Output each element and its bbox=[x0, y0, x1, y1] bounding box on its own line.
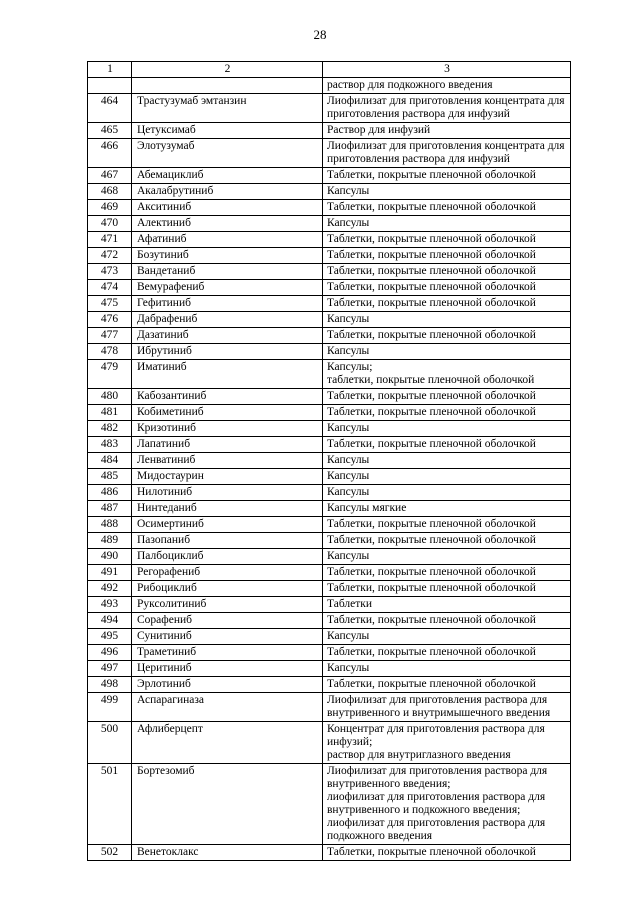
drug-name-cell: Дабрафениб bbox=[132, 312, 323, 328]
table-row bbox=[88, 248, 571, 264]
dosage-form-line: Таблетки, покрытые пленочной оболочкой bbox=[327, 614, 536, 626]
table-row bbox=[88, 677, 571, 693]
drug-name-cell: Трастузумаб эмтанзин bbox=[132, 94, 323, 123]
row-number-cell: 501 bbox=[88, 764, 132, 845]
row-number-cell: 490 bbox=[88, 549, 132, 565]
row-number-cell: 476 bbox=[88, 312, 132, 328]
continuation-form-cell: раствор для подкожного введения bbox=[323, 78, 571, 94]
table-row bbox=[88, 216, 571, 232]
drug-name-cell: Афатиниб bbox=[132, 232, 323, 248]
dosage-form-line: Таблетки, покрытые пленочной оболочкой bbox=[327, 566, 536, 578]
dosage-form-cell bbox=[323, 264, 571, 280]
drug-name-cell: Эрлотиниб bbox=[132, 677, 323, 693]
drug-name-cell: Акалабрутиниб bbox=[132, 184, 323, 200]
page-number: 28 bbox=[313, 27, 327, 42]
dosage-form-line: Концентрат для приготовления раствора для инфузий; bbox=[327, 723, 545, 748]
dosage-form-cell bbox=[323, 533, 571, 549]
row-number-cell: 477 bbox=[88, 328, 132, 344]
drug-table bbox=[87, 61, 571, 861]
table-row bbox=[88, 296, 571, 312]
row-number-cell: 488 bbox=[88, 517, 132, 533]
table-row bbox=[88, 581, 571, 597]
dosage-form-cell bbox=[323, 280, 571, 296]
dosage-form-line: Таблетки, покрытые пленочной оболочкой bbox=[327, 406, 536, 418]
column-header-number: 1 bbox=[88, 62, 132, 78]
row-number-cell: 481 bbox=[88, 405, 132, 421]
table-row bbox=[88, 344, 571, 360]
dosage-form-line: Таблетки, покрытые пленочной оболочкой bbox=[327, 249, 536, 261]
row-number-cell: 471 bbox=[88, 232, 132, 248]
dosage-form-line: Капсулы bbox=[327, 662, 370, 674]
row-number-cell: 494 bbox=[88, 613, 132, 629]
drug-name-cell: Рибоциклиб bbox=[132, 581, 323, 597]
table-row bbox=[88, 485, 571, 501]
drug-name-cell: Нилотиниб bbox=[132, 485, 323, 501]
row-number-cell: 469 bbox=[88, 200, 132, 216]
dosage-form-cell bbox=[323, 389, 571, 405]
dosage-form-cell bbox=[323, 216, 571, 232]
table-row bbox=[88, 232, 571, 248]
table-row bbox=[88, 139, 571, 168]
dosage-form-cell bbox=[323, 312, 571, 328]
row-number-cell: 475 bbox=[88, 296, 132, 312]
dosage-form-line: Капсулы bbox=[327, 422, 370, 434]
table-row bbox=[88, 549, 571, 565]
dosage-form-cell bbox=[323, 722, 571, 764]
dosage-form-cell bbox=[323, 581, 571, 597]
table-row bbox=[88, 661, 571, 677]
drug-name-cell: Мидостаурин bbox=[132, 469, 323, 485]
dosage-form-cell bbox=[323, 437, 571, 453]
dosage-form-line: Таблетки, покрытые пленочной оболочкой bbox=[327, 438, 536, 450]
dosage-form-cell bbox=[323, 248, 571, 264]
drug-name-cell: Осимертиниб bbox=[132, 517, 323, 533]
column-header-name: 2 bbox=[132, 62, 323, 78]
drug-name-cell: Иматиниб bbox=[132, 360, 323, 389]
dosage-form-line: лиофилизат для приготовления раствора для подкожного введения bbox=[327, 817, 546, 842]
dosage-form-line: Капсулы bbox=[327, 185, 370, 197]
drug-name-cell: Руксолитиниб bbox=[132, 597, 323, 613]
continuation-number-cell bbox=[88, 78, 132, 94]
dosage-form-line: лиофилизат для приготовления раствора для внутривенного и подкожного введения; bbox=[327, 791, 546, 816]
drug-name-cell: Дазатиниб bbox=[132, 328, 323, 344]
row-number-cell: 468 bbox=[88, 184, 132, 200]
row-number-cell: 467 bbox=[88, 168, 132, 184]
dosage-form-line: Таблетки, покрытые пленочной оболочкой bbox=[327, 201, 536, 213]
dosage-form-line: Таблетки, покрытые пленочной оболочкой bbox=[327, 534, 536, 546]
dosage-form-cell bbox=[323, 517, 571, 533]
drug-name-cell: Пазопаниб bbox=[132, 533, 323, 549]
drug-name-cell: Акситиниб bbox=[132, 200, 323, 216]
drug-name-cell: Аспарагиназа bbox=[132, 693, 323, 722]
drug-name-cell: Бозутиниб bbox=[132, 248, 323, 264]
dosage-form-line: Лиофилизат для приготовления раствора для внутривенного и внутримышечного введения bbox=[327, 694, 551, 719]
dosage-form-line: Лиофилизат для приготовления раствора для внутривенного введения; bbox=[327, 765, 548, 790]
drug-name-cell: Венетоклакс bbox=[132, 845, 323, 861]
dosage-form-cell bbox=[323, 421, 571, 437]
dosage-form-cell bbox=[323, 328, 571, 344]
drug-name-cell: Гефитиниб bbox=[132, 296, 323, 312]
dosage-form-line: Таблетки, покрытые пленочной оболочкой bbox=[327, 518, 536, 530]
dosage-form-line: таблетки, покрытые пленочной оболочкой bbox=[327, 374, 535, 386]
dosage-form-cell bbox=[323, 693, 571, 722]
header-row bbox=[88, 62, 571, 78]
dosage-form-line: Таблетки, покрытые пленочной оболочкой bbox=[327, 678, 536, 690]
column-header-form: 3 bbox=[323, 62, 571, 78]
row-number-cell: 499 bbox=[88, 693, 132, 722]
table-row bbox=[88, 469, 571, 485]
table-row bbox=[88, 501, 571, 517]
row-number-cell: 502 bbox=[88, 845, 132, 861]
row-number-cell: 496 bbox=[88, 645, 132, 661]
row-number-cell: 489 bbox=[88, 533, 132, 549]
table-row bbox=[88, 168, 571, 184]
dosage-form-cell bbox=[323, 184, 571, 200]
dosage-form-cell bbox=[323, 232, 571, 248]
drug-name-cell: Сорафениб bbox=[132, 613, 323, 629]
table-row bbox=[88, 421, 571, 437]
drug-name-cell: Кризотиниб bbox=[132, 421, 323, 437]
table-row bbox=[88, 123, 571, 139]
dosage-form-line: Капсулы; bbox=[327, 361, 373, 373]
dosage-form-cell bbox=[323, 469, 571, 485]
row-number-cell: 492 bbox=[88, 581, 132, 597]
table-row bbox=[88, 533, 571, 549]
dosage-form-cell bbox=[323, 597, 571, 613]
drug-name-cell: Афлиберцепт bbox=[132, 722, 323, 764]
drug-name-cell: Кобиметиниб bbox=[132, 405, 323, 421]
row-number-cell: 498 bbox=[88, 677, 132, 693]
dosage-form-cell bbox=[323, 94, 571, 123]
row-number-cell: 474 bbox=[88, 280, 132, 296]
dosage-form-line: Капсулы bbox=[327, 630, 370, 642]
row-number-cell: 465 bbox=[88, 123, 132, 139]
table-row bbox=[88, 565, 571, 581]
dosage-form-line: Капсулы мягкие bbox=[327, 502, 407, 514]
continuation-name-cell bbox=[132, 78, 323, 94]
drug-name-cell: Элотузумаб bbox=[132, 139, 323, 168]
row-number-cell: 493 bbox=[88, 597, 132, 613]
dosage-form-cell bbox=[323, 168, 571, 184]
drug-name-cell: Палбоциклиб bbox=[132, 549, 323, 565]
dosage-form-cell bbox=[323, 565, 571, 581]
table-row bbox=[88, 200, 571, 216]
drug-name-cell: Вандетаниб bbox=[132, 264, 323, 280]
row-number-cell: 464 bbox=[88, 94, 132, 123]
row-number-cell: 472 bbox=[88, 248, 132, 264]
table-row bbox=[88, 517, 571, 533]
row-number-cell: 482 bbox=[88, 421, 132, 437]
dosage-form-cell bbox=[323, 764, 571, 845]
table-row bbox=[88, 405, 571, 421]
table-row bbox=[88, 328, 571, 344]
drug-name-cell: Лапатиниб bbox=[132, 437, 323, 453]
dosage-form-line: Капсулы bbox=[327, 550, 370, 562]
dosage-form-line: Капсулы bbox=[327, 313, 370, 325]
dosage-form-line: Таблетки, покрытые пленочной оболочкой bbox=[327, 646, 536, 658]
row-number-cell: 484 bbox=[88, 453, 132, 469]
dosage-form-line: Таблетки bbox=[327, 598, 373, 610]
row-number-cell: 479 bbox=[88, 360, 132, 389]
drug-name-cell: Вемурафениб bbox=[132, 280, 323, 296]
drug-name-cell: Сунитиниб bbox=[132, 629, 323, 645]
drug-name-cell: Церитиниб bbox=[132, 661, 323, 677]
table-row bbox=[88, 645, 571, 661]
dosage-form-cell bbox=[323, 123, 571, 139]
row-number-cell: 473 bbox=[88, 264, 132, 280]
dosage-form-line: Таблетки, покрытые пленочной оболочкой bbox=[327, 582, 536, 594]
row-number-cell: 500 bbox=[88, 722, 132, 764]
dosage-form-line: Капсулы bbox=[327, 217, 370, 229]
row-number-cell: 487 bbox=[88, 501, 132, 517]
dosage-form-line: Лиофилизат для приготовления концентрата для приготовления раствора для инфузий bbox=[327, 140, 565, 165]
table-row bbox=[88, 184, 571, 200]
drug-name-cell: Ибрутиниб bbox=[132, 344, 323, 360]
dosage-form-cell bbox=[323, 549, 571, 565]
drug-name-cell: Абемациклиб bbox=[132, 168, 323, 184]
dosage-form-line: Таблетки, покрытые пленочной оболочкой bbox=[327, 281, 536, 293]
table-row bbox=[88, 94, 571, 123]
dosage-form-line: Таблетки, покрытые пленочной оболочкой bbox=[327, 233, 536, 245]
table-row bbox=[88, 360, 571, 389]
dosage-form-line: Лиофилизат для приготовления концентрата для приготовления раствора для инфузий bbox=[327, 95, 565, 120]
table-row bbox=[88, 693, 571, 722]
table-row bbox=[88, 845, 571, 861]
drug-name-cell: Ленватиниб bbox=[132, 453, 323, 469]
continuation-row bbox=[88, 78, 571, 94]
table-row bbox=[88, 764, 571, 845]
dosage-form-line: раствор для внутриглазного введения bbox=[327, 749, 511, 761]
row-number-cell: 485 bbox=[88, 469, 132, 485]
row-number-cell: 478 bbox=[88, 344, 132, 360]
row-number-cell: 495 bbox=[88, 629, 132, 645]
table-body bbox=[88, 78, 571, 861]
dosage-form-cell bbox=[323, 501, 571, 517]
dosage-form-line: Таблетки, покрытые пленочной оболочкой bbox=[327, 846, 536, 858]
dosage-form-cell bbox=[323, 485, 571, 501]
table-row bbox=[88, 597, 571, 613]
row-number-cell: 497 bbox=[88, 661, 132, 677]
dosage-form-line: Таблетки, покрытые пленочной оболочкой bbox=[327, 297, 536, 309]
table-row bbox=[88, 722, 571, 764]
dosage-form-cell bbox=[323, 360, 571, 389]
drug-name-cell: Цетуксимаб bbox=[132, 123, 323, 139]
dosage-form-cell bbox=[323, 845, 571, 861]
dosage-form-cell bbox=[323, 453, 571, 469]
row-number-cell: 483 bbox=[88, 437, 132, 453]
dosage-form-line: Капсулы bbox=[327, 345, 370, 357]
table-row bbox=[88, 389, 571, 405]
drug-name-cell: Кабозантиниб bbox=[132, 389, 323, 405]
drug-name-cell: Регорафениб bbox=[132, 565, 323, 581]
dosage-form-cell bbox=[323, 200, 571, 216]
drug-name-cell: Нинтеданиб bbox=[132, 501, 323, 517]
table-row bbox=[88, 453, 571, 469]
dosage-form-cell bbox=[323, 661, 571, 677]
dosage-form-cell bbox=[323, 677, 571, 693]
table-row bbox=[88, 312, 571, 328]
dosage-form-line: Капсулы bbox=[327, 470, 370, 482]
row-number-cell: 466 bbox=[88, 139, 132, 168]
table-row bbox=[88, 613, 571, 629]
dosage-form-cell bbox=[323, 613, 571, 629]
table-row bbox=[88, 629, 571, 645]
dosage-form-cell bbox=[323, 405, 571, 421]
row-number-cell: 486 bbox=[88, 485, 132, 501]
table-row bbox=[88, 264, 571, 280]
dosage-form-cell bbox=[323, 629, 571, 645]
dosage-form-cell bbox=[323, 139, 571, 168]
dosage-form-cell bbox=[323, 344, 571, 360]
row-number-cell: 491 bbox=[88, 565, 132, 581]
dosage-form-cell bbox=[323, 645, 571, 661]
dosage-form-line: Капсулы bbox=[327, 486, 370, 498]
row-number-cell: 480 bbox=[88, 389, 132, 405]
dosage-form-line: Раствор для инфузий bbox=[327, 124, 431, 136]
table-row bbox=[88, 280, 571, 296]
drug-name-cell: Траметиниб bbox=[132, 645, 323, 661]
dosage-form-line: Капсулы bbox=[327, 454, 370, 466]
dosage-form-line: Таблетки, покрытые пленочной оболочкой bbox=[327, 169, 536, 181]
drug-name-cell: Алектиниб bbox=[132, 216, 323, 232]
drug-name-cell: Бортезомиб bbox=[132, 764, 323, 845]
dosage-form-line: Таблетки, покрытые пленочной оболочкой bbox=[327, 390, 536, 402]
dosage-form-cell bbox=[323, 296, 571, 312]
table-row bbox=[88, 437, 571, 453]
dosage-form-line: Таблетки, покрытые пленочной оболочкой bbox=[327, 329, 536, 341]
dosage-form-line: Таблетки, покрытые пленочной оболочкой bbox=[327, 265, 536, 277]
row-number-cell: 470 bbox=[88, 216, 132, 232]
